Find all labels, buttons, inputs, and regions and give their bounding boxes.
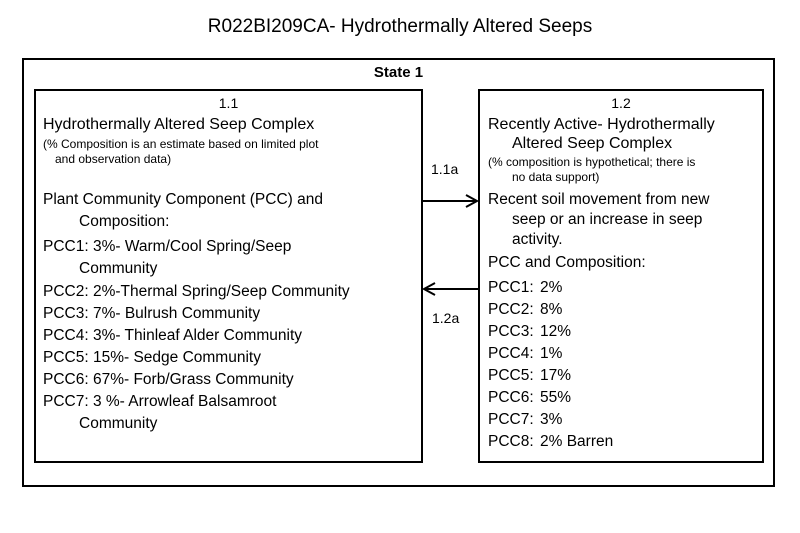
composition-note-line: and observation data) <box>55 152 172 166</box>
pcc-heading: Plant Community Component (PCC) and <box>43 191 323 208</box>
pcc-line: PCC7: 3 %- Arrowleaf Balsamroot <box>43 393 277 410</box>
pcc-value: 2% <box>540 279 563 296</box>
pcc-code: PCC7: <box>488 411 534 428</box>
transition-label-1-2a: 1.2a <box>432 310 460 326</box>
pcc-line: PCC2: 2%-Thermal Spring/Seep Community <box>43 283 350 300</box>
description-line: activity. <box>512 231 563 248</box>
transition-label-1-1a: 1.1a <box>431 161 459 177</box>
pcc-line: PCC3: 7%- Bulrush Community <box>43 305 261 322</box>
pcc-line: PCC5: 15%- Sedge Community <box>43 349 261 366</box>
description-line: Recent soil movement from new <box>488 191 710 208</box>
pcc-code: PCC6: <box>488 389 534 406</box>
pcc-code: PCC4: <box>488 345 534 362</box>
community-name: Altered Seep Complex <box>512 135 673 152</box>
pcc-code: PCC5: <box>488 367 534 384</box>
pcc-value: 3% <box>540 411 563 428</box>
pcc-line: Community <box>79 260 158 277</box>
community-number: 1.2 <box>611 95 631 111</box>
pcc-line: PCC1: 3%- Warm/Cool Spring/Seep <box>43 238 292 255</box>
pcc-heading: Composition: <box>79 213 170 230</box>
community-name: Recently Active- Hydrothermally <box>488 116 715 133</box>
pcc-code: PCC2: <box>488 301 534 318</box>
pcc-line: PCC6: 67%- Forb/Grass Community <box>43 371 294 388</box>
community-number: 1.1 <box>218 95 239 111</box>
pcc-value: 17% <box>540 367 572 384</box>
composition-note-line: no data support) <box>512 170 600 184</box>
pcc-code: PCC3: <box>488 323 534 340</box>
page-title: R022BI209CA- Hydrothermally Altered Seeps <box>207 16 593 37</box>
composition-note-line: (% Composition is an estimate based on limited plot <box>43 137 319 151</box>
pcc-line: PCC4: 3%- Thinleaf Alder Community <box>43 327 303 344</box>
pcc-value: 1% <box>540 345 563 362</box>
pcc-value: 55% <box>540 389 572 406</box>
pcc-code: PCC8: <box>488 433 534 450</box>
community-name: Hydrothermally Altered Seep Complex <box>43 116 315 133</box>
pcc-code: PCC1: <box>488 279 534 296</box>
state-label: State 1 <box>373 64 424 81</box>
pcc-value: 12% <box>540 323 572 340</box>
pcc-value: 8% <box>540 301 563 318</box>
description-line: seep or an increase in seep <box>512 211 703 228</box>
composition-note-line: (% composition is hypothetical; there is <box>488 155 696 169</box>
pcc-heading: PCC and Composition: <box>488 254 646 271</box>
pcc-line: Community <box>79 415 158 432</box>
pcc-value: 2% Barren <box>540 433 614 450</box>
